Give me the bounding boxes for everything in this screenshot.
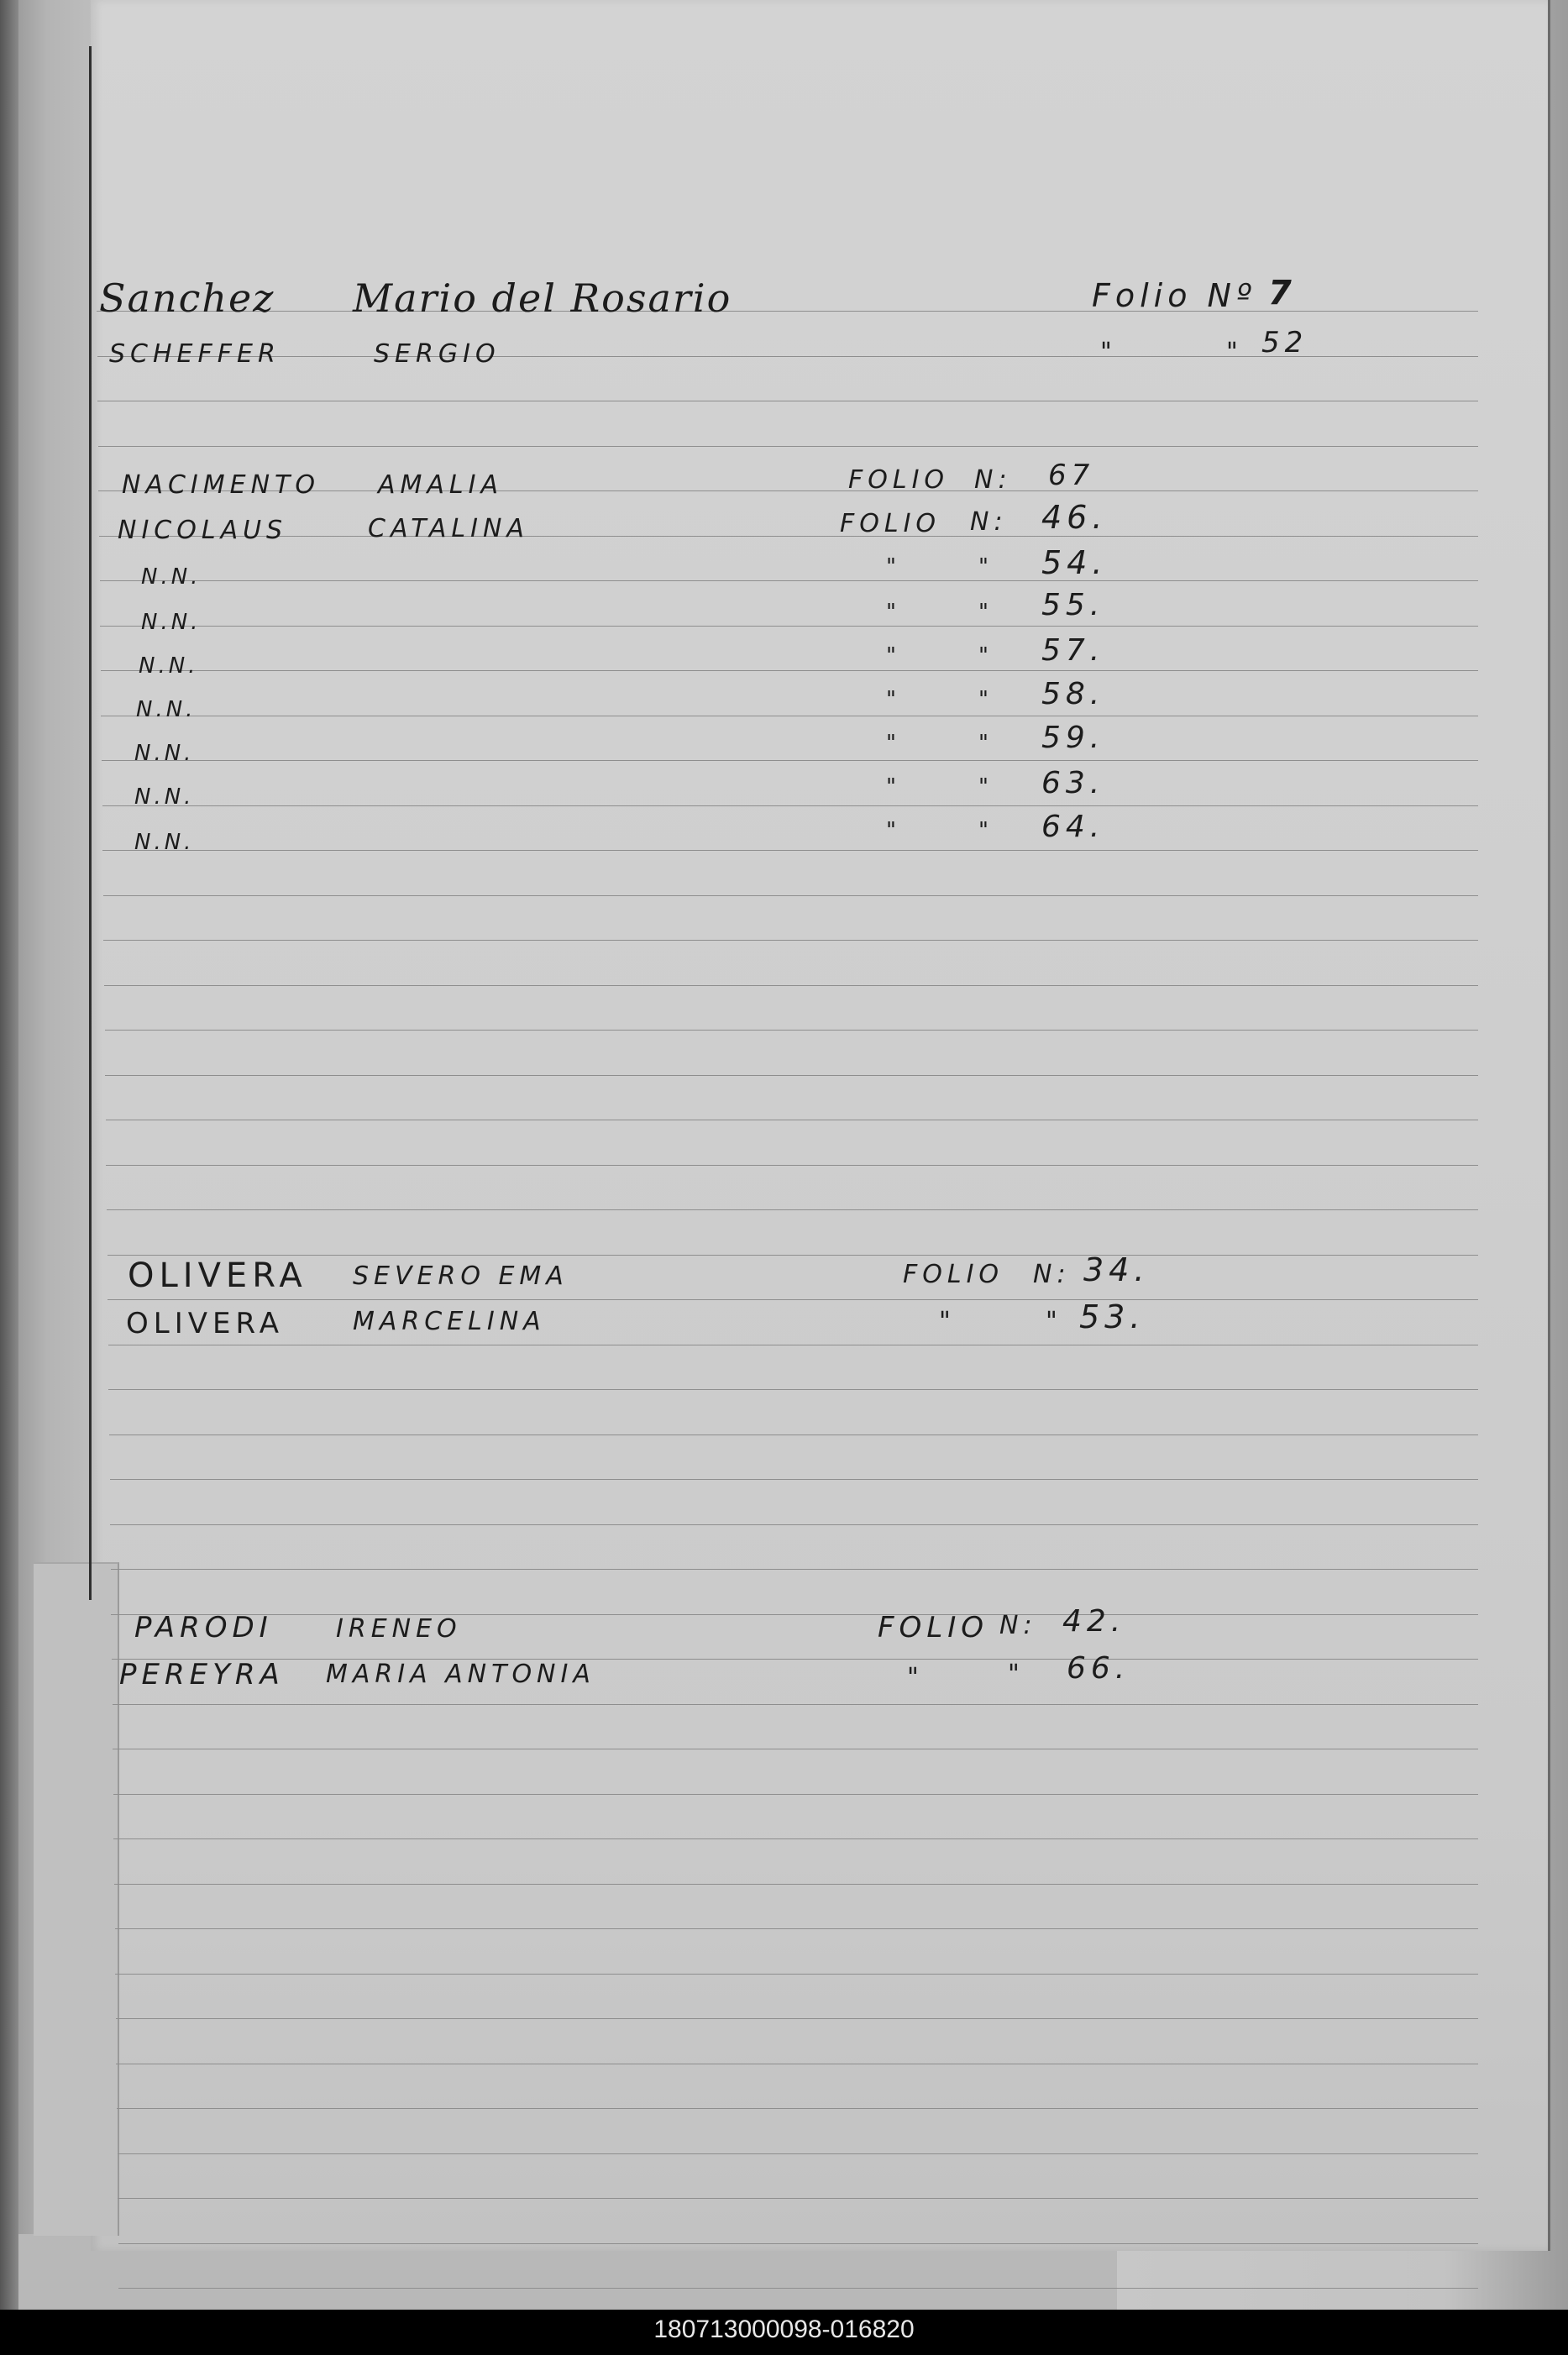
entry-surname: Sanchez — [99, 275, 275, 321]
binding-shadow — [0, 0, 18, 2318]
ruled-line — [105, 1030, 1478, 1031]
entry-ditto-mark: " — [978, 643, 992, 669]
entry-folio-number: 54. — [1041, 544, 1108, 581]
ruled-line — [115, 1928, 1478, 1929]
entry-surname: N.N. — [134, 830, 195, 855]
entry-surname: PARODI — [134, 1611, 273, 1644]
ruled-line — [114, 1884, 1478, 1885]
ruled-line — [103, 895, 1478, 896]
entry-folio-number: 57. — [1041, 633, 1105, 668]
ruled-line — [102, 760, 1478, 761]
entry-ditto-mark: " — [907, 1663, 924, 1692]
entry-ditto-mark: " — [978, 774, 992, 800]
entry-folio-n: N: — [999, 1611, 1037, 1640]
entry-folio-number: 58. — [1041, 677, 1105, 711]
ruled-line — [115, 1974, 1478, 1975]
entry-given-name: Mario del Rosario — [353, 275, 732, 321]
margin-rule — [89, 46, 92, 1600]
ruled-line — [99, 536, 1478, 537]
entry-given-name: AMALIA — [378, 470, 504, 500]
entry-surname: N.N. — [136, 697, 197, 722]
ruled-line — [108, 1389, 1478, 1390]
entry-ditto-mark: " — [886, 554, 899, 580]
entry-ditto-mark: " — [978, 554, 992, 580]
ruled-line — [112, 1659, 1478, 1660]
ruled-line — [108, 1299, 1478, 1300]
entry-folio-label: FOLIO — [840, 509, 941, 538]
ruled-line — [113, 1794, 1478, 1795]
entry-folio-number: 55. — [1041, 588, 1105, 622]
entry-surname: NACIMENTO — [122, 470, 320, 500]
entry-ditto-mark: " — [886, 731, 899, 756]
entry-folio-label: Folio Nº — [1092, 277, 1256, 314]
entry-folio-number: 53. — [1079, 1298, 1146, 1335]
ruled-line — [102, 805, 1478, 806]
entry-ditto-mark: " — [886, 774, 899, 800]
ruled-line — [102, 850, 1478, 851]
entry-given-name: SEVERO EMA — [353, 1261, 569, 1291]
entry-folio-number: 7 — [1268, 274, 1297, 312]
entry-folio-label: FOLIO — [903, 1260, 1004, 1289]
ruled-line — [117, 2108, 1478, 2109]
entry-ditto-mark: " — [886, 643, 899, 669]
entry-surname: N.N. — [134, 784, 195, 810]
ruled-line — [111, 1569, 1478, 1570]
ruled-line — [110, 1524, 1478, 1525]
entry-surname: N.N. — [134, 741, 195, 766]
ruled-line — [118, 2243, 1478, 2244]
entry-given-name: MARIA ANTONIA — [326, 1660, 595, 1689]
entry-folio-number: 64. — [1041, 810, 1105, 844]
entry-ditto-mark: " — [939, 1307, 956, 1336]
entry-surname: N.N. — [141, 564, 202, 590]
entry-ditto-mark: " — [886, 600, 899, 625]
ruled-line — [107, 1209, 1478, 1210]
entry-folio-number: 66. — [1067, 1651, 1130, 1686]
entry-folio-n: N: — [1033, 1260, 1071, 1289]
entry-surname: OLIVERA — [128, 1256, 307, 1295]
entry-folio-number: 67 — [1048, 459, 1095, 492]
ruled-line — [118, 2198, 1478, 2199]
ruled-line — [118, 2288, 1478, 2289]
ruled-line — [118, 2153, 1478, 2154]
ruled-line — [108, 1255, 1478, 1256]
ruled-line — [104, 985, 1478, 986]
entry-surname: OLIVERA — [126, 1307, 284, 1340]
entry-ditto-mark: " — [1008, 1660, 1025, 1689]
entry-ditto-mark: " — [886, 818, 899, 843]
entry-surname: N.N. — [141, 610, 202, 635]
entry-surname: SCHEFFER — [109, 339, 281, 369]
ruled-line — [101, 670, 1478, 671]
ruled-line — [113, 1704, 1478, 1705]
ruled-line — [110, 1479, 1478, 1480]
entry-folio-number: 59. — [1041, 721, 1105, 755]
entry-given-name: IRENEO — [336, 1614, 462, 1644]
ruled-line — [111, 1614, 1478, 1615]
ruled-line — [103, 940, 1478, 941]
ruled-line — [106, 1165, 1478, 1166]
ruled-line — [100, 580, 1478, 581]
entry-surname: NICOLAUS — [118, 516, 288, 545]
page-tab — [34, 1562, 119, 2236]
entry-ditto-mark: " — [978, 600, 992, 625]
entry-folio-n: N: — [970, 507, 1008, 537]
entry-ditto-mark: " — [978, 731, 992, 756]
entry-ditto-mark: " — [1100, 338, 1117, 367]
entry-folio-label: FOLIO — [848, 465, 950, 495]
ruled-line — [105, 1075, 1478, 1076]
entry-ditto-mark: " — [978, 687, 992, 712]
entry-ditto-mark: " — [1046, 1307, 1062, 1336]
entry-folio-number: 46. — [1041, 499, 1108, 536]
entry-given-name: SERGIO — [374, 339, 501, 369]
entry-surname: PEREYRA — [119, 1658, 285, 1692]
entry-folio-number: 52 — [1261, 326, 1308, 359]
entry-ditto-mark: " — [1226, 338, 1243, 367]
ruled-line — [113, 1838, 1478, 1839]
entry-folio-label: FOLIO — [878, 1611, 989, 1644]
entry-given-name: CATALINA — [368, 514, 529, 543]
entry-surname: N.N. — [139, 653, 199, 679]
entry-folio-number: 42. — [1062, 1604, 1126, 1639]
entry-folio-number: 63. — [1041, 766, 1105, 800]
ledger-sheet — [91, 0, 1550, 2251]
entry-folio-n: N: — [974, 465, 1012, 495]
entry-ditto-mark: " — [886, 687, 899, 712]
image-id-label: 180713000098-016820 — [653, 2316, 915, 2343]
entry-given-name: MARCELINA — [353, 1307, 546, 1336]
entry-folio-number: 34. — [1083, 1251, 1150, 1288]
entry-ditto-mark: " — [978, 818, 992, 843]
ruled-line — [100, 626, 1478, 627]
ruled-line — [116, 2018, 1478, 2019]
ruled-line — [98, 446, 1478, 447]
